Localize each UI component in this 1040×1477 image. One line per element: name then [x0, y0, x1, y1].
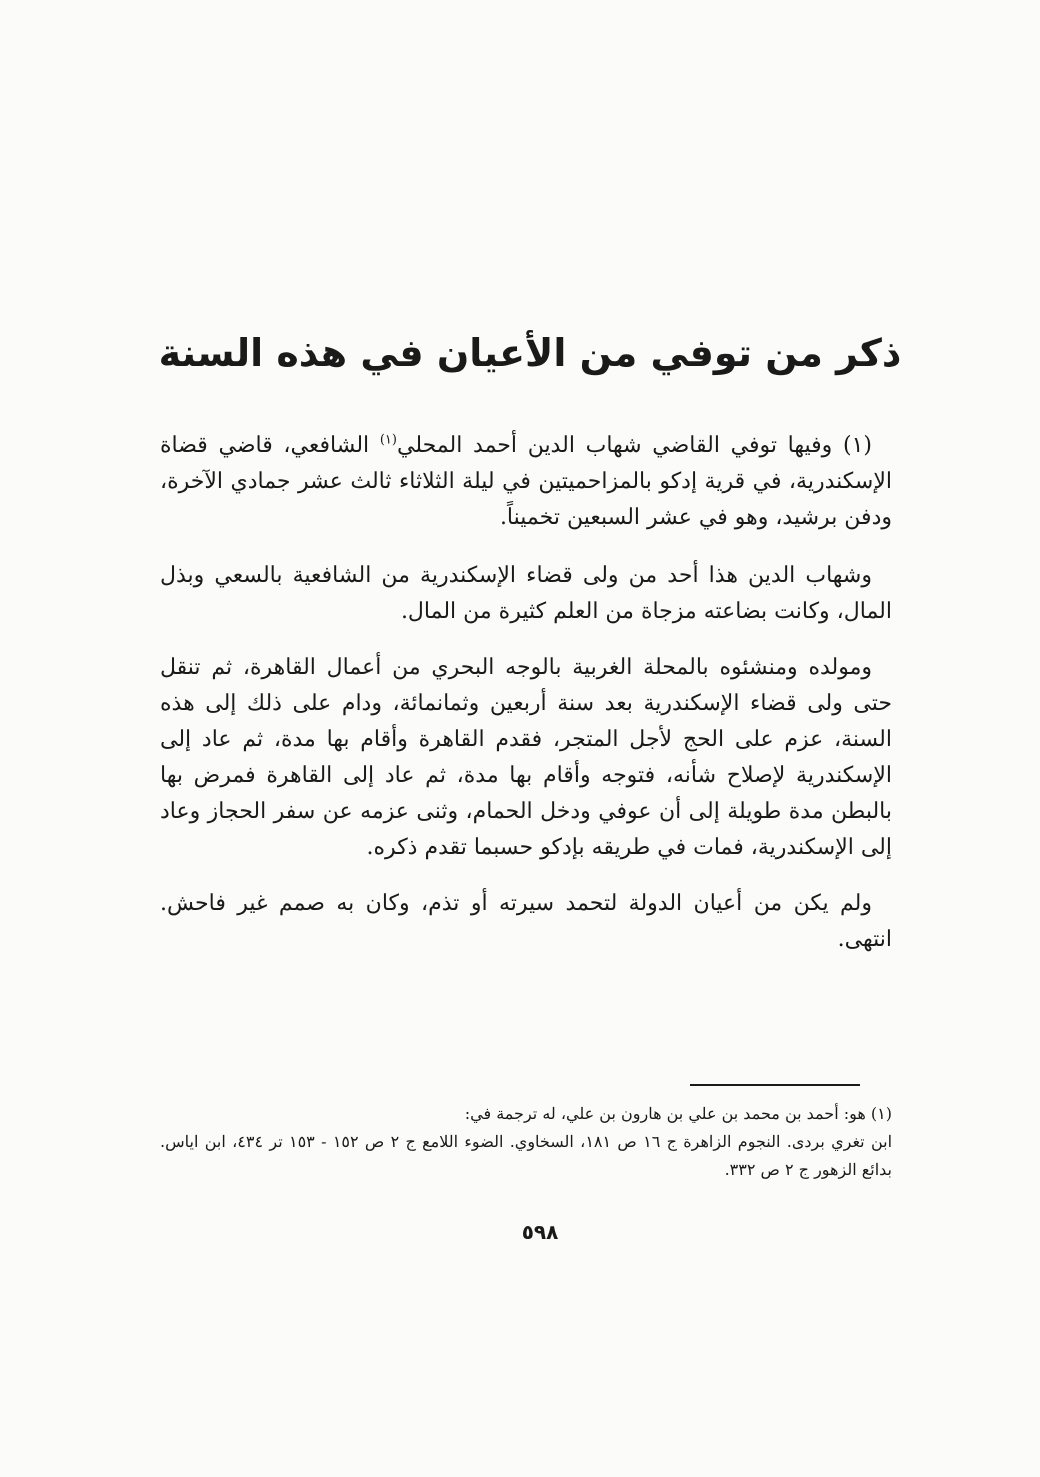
footnote-divider: [690, 1084, 860, 1086]
body-text: [160, 428, 892, 978]
footnote-reference: (١): [379, 432, 397, 448]
footnote-line-2: ابن تغري بردى. النجوم الزاهرة ج ١٦ ص ١٨١، السخاوي. الضوء اللامع ج ٢ ص ١٥٢ - ١٥٣ تر ٤٣٤، ابن اياس. بدائع الزهور ج ٢ ص ٣٣٢.: [160, 1132, 893, 1179]
footnote: [160, 1100, 892, 1184]
footnote-line-1: (١) هو: أحمد بن محمد بن علي بن هارون بن علي، له ترجمة في:: [464, 1104, 892, 1123]
page-number: ٥٩٨: [521, 1220, 559, 1244]
paragraph-3: ومولده ومنشئوه بالمحلة الغربية بالوجه البحري من أعمال القاهرة، ثم تنقل حتى ولى قضاء الإسكندرية بعد سنة أربعين وثمانمائة، ودام على ذلك إلى هذه السنة، عزم على الحج لأجل المتجر، فقدم القاهرة وأقام بها مدة، ثم عاد إلى الإسكندرية لإصلاح شأنه، فتوجه وأقام بها مدة، ثم عاد إلى القاهرة فمرض بها بالبطن مدة طويلة إلى أن عوفي ودخل الحمام، وثنى عزمه عن سفر الحجاز وعاد إلى الإسكندرية، فمات في طريقه بإدكو حسبما تقدم ذكره.: [160, 655, 892, 860]
paragraph-1-text-end: الشافعي، قاضي قضاة الإسكندرية، في قرية إدكو بالمزاحميتين في ليلة الثلاثاء ثالث عشر جمادي الآخرة، ودفن برشيد، وهو في عشر السبعين تخميناً.: [160, 433, 892, 530]
page-title: ذكر من توفي من الأعيان في هذه السنة: [158, 331, 902, 376]
paragraph-4: ولم يكن من أعيان الدولة لتحمد سيرته أو تذم، وكان به صمم غير فاحش. انتهى.: [160, 891, 892, 952]
paragraph-2: وشهاب الدين هذا أحد من ولى قضاء الإسكندرية من الشافعية بالسعي وبذل المال، وكانت بضاعته مزجاة من العلم كثيرة من المال.: [160, 563, 892, 624]
paragraph-1-text-start: (١) وفيها توفي القاضي شهاب الدين أحمد المحلي: [396, 433, 872, 458]
paragraph-1: [160, 428, 892, 536]
